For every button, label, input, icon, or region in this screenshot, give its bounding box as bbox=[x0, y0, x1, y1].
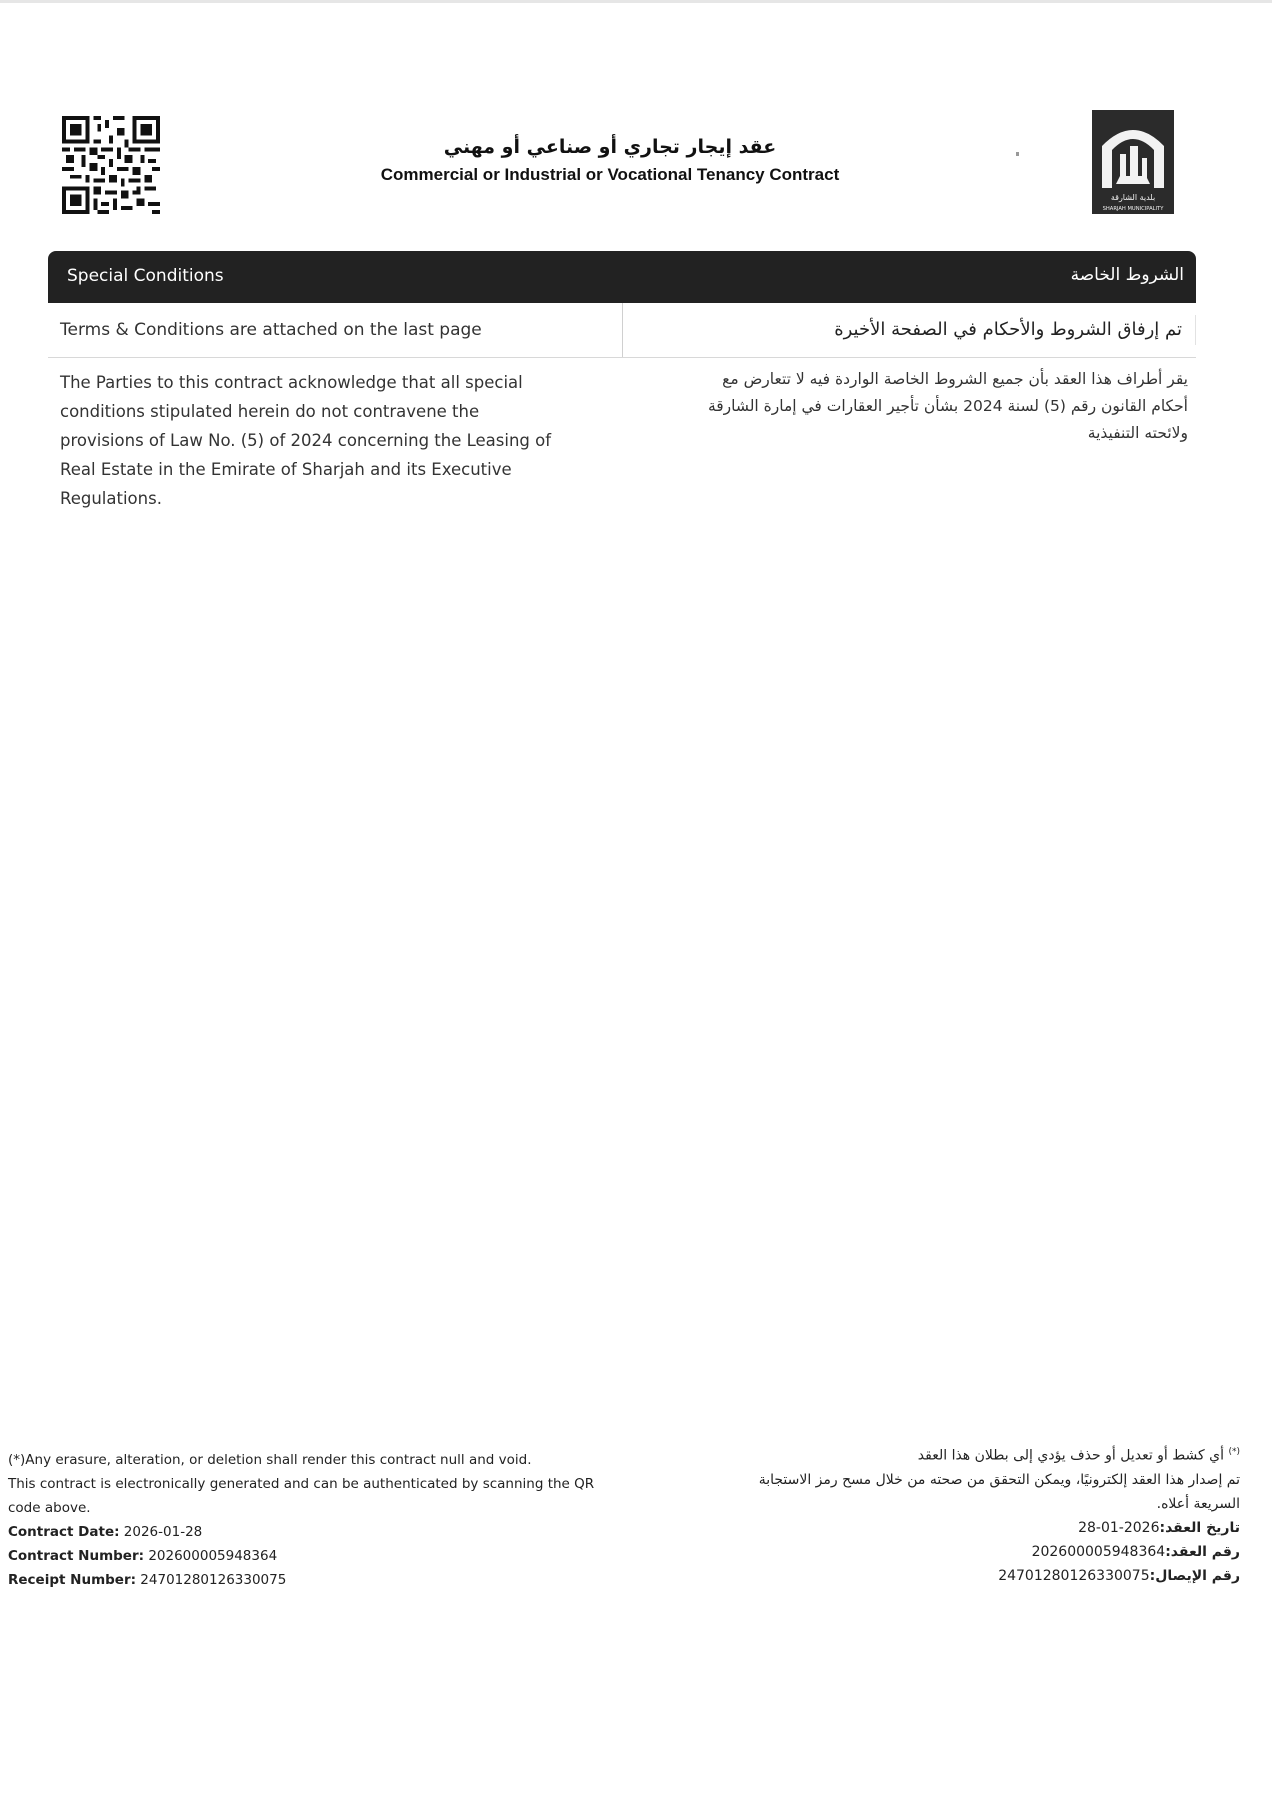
footer-en bbox=[8, 1448, 628, 1592]
receipt-number-value-ar: 24701280126330075 bbox=[998, 1567, 1150, 1584]
section-title-en: Special Conditions bbox=[67, 266, 224, 286]
footer-ar-contract-number bbox=[680, 1540, 1240, 1564]
footer-ar-note-void-text: أي كشط أو تعديل أو حذف يؤدي إلى بطلان هذا العقد bbox=[917, 1447, 1229, 1464]
ack-en-line: Regulations. bbox=[60, 489, 162, 508]
contract-title bbox=[300, 136, 920, 185]
sharjah-municipality-emblem-icon bbox=[1092, 110, 1174, 214]
contract-number-label: Contract Number: bbox=[8, 1548, 145, 1564]
section-title-ar: الشروط الخاصة bbox=[1070, 265, 1184, 285]
footer-ar-note-qr-1: تم إصدار هذا العقد إلكترونيًا، ويمكن التحقق من صحته من خلال مسح رمز الاستجابة bbox=[758, 1471, 1240, 1488]
contract-number-value-ar: 202600005948364 bbox=[1031, 1543, 1166, 1560]
page-top-rule bbox=[0, 0, 1272, 3]
contract-date-value: 2026-01-28 bbox=[119, 1524, 203, 1540]
ack-en-line: The Parties to this contract acknowledge that all special bbox=[60, 373, 523, 392]
footer-en-contract-date bbox=[8, 1520, 628, 1544]
contract-date-value-ar: 2026-01-28 bbox=[1078, 1519, 1160, 1536]
ack-en-line: conditions stipulated herein do not contravene the bbox=[60, 402, 480, 421]
footer-ar-note-qr-2: السريعة أعلاه. bbox=[1156, 1495, 1240, 1512]
footer-ar-star: (*) bbox=[1228, 1447, 1240, 1457]
acknowledgement-ar bbox=[636, 366, 1188, 447]
receipt-number-label-ar: رقم الإيصال: bbox=[1149, 1567, 1240, 1584]
contract-number-label-ar: رقم العقد: bbox=[1165, 1543, 1240, 1560]
footer-en-receipt-number bbox=[8, 1568, 628, 1592]
receipt-number-label: Receipt Number: bbox=[8, 1572, 137, 1588]
contract-date-label: Contract Date: bbox=[8, 1524, 120, 1540]
footer-en-note-void: (*)Any erasure, alteration, or deletion shall render this contract null and void. bbox=[8, 1452, 532, 1468]
acknowledgement-en bbox=[60, 368, 600, 513]
terms-row bbox=[48, 303, 1196, 358]
terms-text-en: Terms & Conditions are attached on the last page bbox=[60, 320, 482, 340]
footer-en-note-qr-1: This contract is electronically generated and can be authenticated by scanning the QR bbox=[8, 1476, 595, 1492]
row-edge-divider bbox=[1195, 315, 1196, 345]
footer-ar bbox=[680, 1440, 1240, 1588]
ack-en-line: Real Estate in the Emirate of Sharjah and its Executive bbox=[60, 460, 512, 479]
terms-text-ar: تم إرفاق الشروط والأحكام في الصفحة الأخيرة bbox=[834, 319, 1182, 340]
contract-title-en: Commercial or Industrial or Vocational Tenancy Contract bbox=[380, 165, 840, 184]
footer-ar-receipt-number bbox=[680, 1564, 1240, 1588]
ack-ar-line: أحكام القانون رقم (5) لسنة 2024 بشأن تأجير العقارات في إمارة الشارقة bbox=[707, 397, 1188, 415]
contract-title-ar: عقد إيجار تجاري أو صناعي أو مهني bbox=[443, 136, 777, 158]
scan-mark bbox=[1016, 152, 1019, 156]
footer-en-contract-number bbox=[8, 1544, 628, 1568]
footer-ar-contract-date bbox=[680, 1516, 1240, 1540]
contract-date-label-ar: تاريخ العقد: bbox=[1159, 1519, 1240, 1536]
terms-cell-en bbox=[48, 303, 623, 357]
ack-en-line: provisions of Law No. (5) of 2024 concerning the Leasing of bbox=[60, 431, 552, 450]
ack-ar-line: ولائحته التنفيذية bbox=[1087, 424, 1188, 442]
receipt-number-value: 24701280126330075 bbox=[136, 1572, 287, 1588]
logo-text-en: SHARJAH MUNICIPALITY bbox=[1102, 206, 1164, 212]
contract-number-value: 202600005948364 bbox=[144, 1548, 278, 1564]
ack-ar-line: يقر أطراف هذا العقد بأن جميع الشروط الخاصة الواردة فيه لا تتعارض مع bbox=[722, 370, 1188, 388]
footer-ar-note-void bbox=[680, 1440, 1240, 1468]
qr-code-icon bbox=[62, 116, 160, 214]
special-conditions-header bbox=[48, 251, 1196, 303]
footer-en-note-qr-2: code above. bbox=[8, 1500, 91, 1516]
logo-text-ar: بلدية الشارقة bbox=[1110, 193, 1156, 202]
